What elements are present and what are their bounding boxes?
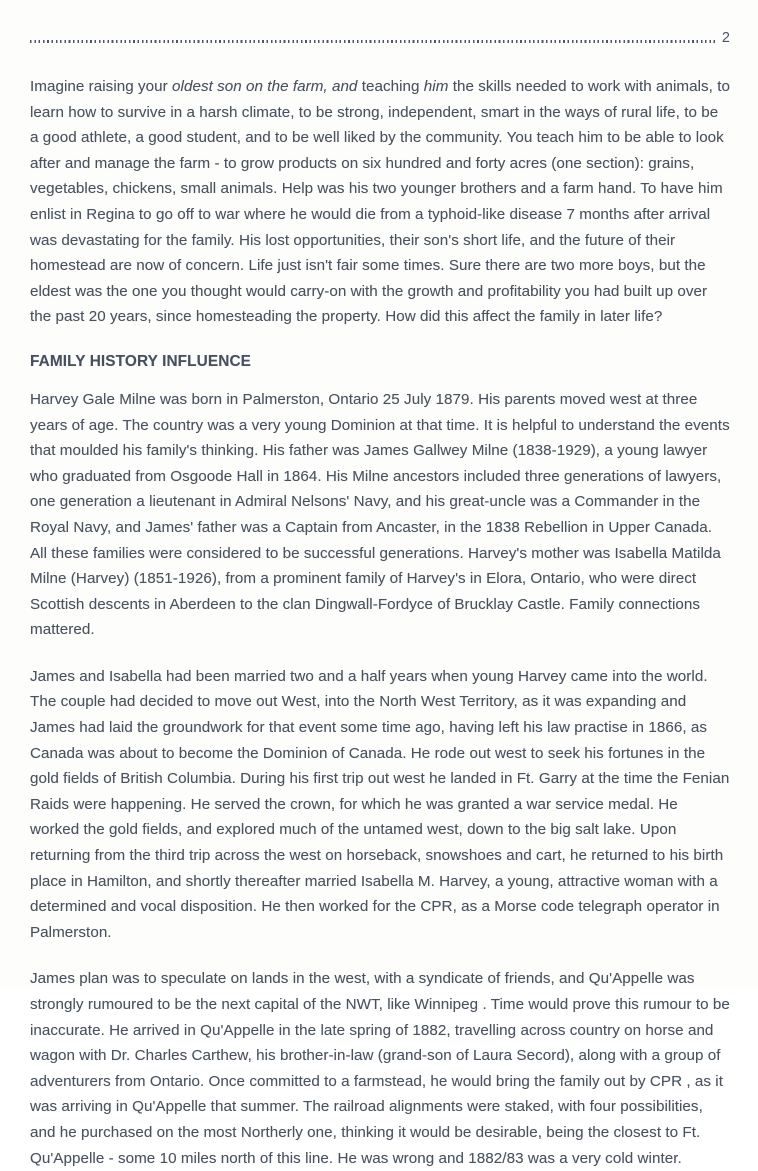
page-number: 2 [721,30,730,46]
paragraph-james-plan: James plan was to speculate on lands in the west, with a syndicate of friends, and Qu'Appelle was strongly rumoured to be the next capital of the NWT, like Winnipeg . Time would prove this rumour to be inaccurate. He arrived in Qu'Appelle in the late spring of 1882, travelling across country on horse and wagon with Dr. Charles Carthew, his brother-in-law (grand-son of Laura Secord), along with a group of adventurers from Ontario. Once committed to a farmstead, he would bring the family out by CPR , as it was arriving in Qu'Appelle that summer. The railroad alignments were staked, with four possibilities, and he purchased on the most Northerly one, thinking it would be desirable, being the closest to Ft. Qu'Appelle - some 10 miles north of this line. He was wrong and 1882/83 was a very cold winter. [30,970,730,1167]
section-heading: FAMILY HISTORY INFLUENCE [30,352,252,370]
paragraph-family-history: Harvey Gale Milne was born in Palmerston, Ontario 25 July 1879. His parents moved west at three years of age. The country was a very young Dominion at that time. It is helpful to understand the events that moulded his family's thinking. His father was James Gallwey Milne (1838-1929), a young lawyer who graduated from Osgoode Hall in 1864. His Milne ancestors included three generations of lawyers, one generation a lieutenant in Admiral Nelsons' Navy, and his great-uncle was a Commander in the Royal Navy, and James' father was a Captain from Ancaster, in the 1838 Rebellion in Upper Canada. All these families were considered to be successful generations. Harvey's mother was Isabella Matilda Milne (Harvey) (1851-1926), from a prominent family of Harvey's in Elora, Ontario, who were direct Scottish descents in Aberdeen to the clan Dingwall-Fordyce of Brucklay Castle. Family connections mattered. [30,390,730,639]
toc-leader-row [30,26,730,46]
paragraph-james-isabella: James and Isabella had been married two and a half years when young Harvey came into the world. The couple had decided to move out West, into the North West Territory, as it was expanding and James had laid the groundwork for that event some time ago, having left his law practise in 1866, as Canada was about to become the Dominion of Canada. He rode out west to seek his fortunes in the gold fields of British Columbia. During his first trip out west he landed in Ft. Garry at the time the Fenian Raids were happening. He served the crown, for which he was granted a war service medal. He worked the gold fields, and explored much of the untamed west, down to the big salt lake. Upon returning from the third trip across the west on horseback, snowshoes and cart, he returned to his birth place in Hamilton, and shortly thereafter married Isabella M. Harvey, a young, attractive woman with a determined and vocal disposition. He then worked for the CPR, as a Morse code telegraph operator in Palmerston. [30,667,730,941]
intro-paragraph: Imagine raising your oldest son on the farm, and teaching him the skills needed to work with animals, to learn how to survive in a harsh climate, to be strong, independent, smart in the ways of rural life, to be a good athlete, a good student, and to be well liked by the community. You teach him to be able to look after and manage the farm - to grow products on six hundred and forty acres (one section): grains, vegetables, chickens, small animals. Help was his two younger brothers and a farm hand. To have him enlist in Regina to go off to war where he would die from a typhoid-like disease 7 months after arrival was devastating for the family. His lost opportunities, their son's short life, and the future of their homestead are now of concern. Life just isn't fair some times. Sure there are two more boys, but the eldest was the one you thought would carry-on with the growth and profitability you had built up over the past 20 years, since homesteading the property. How did this affect the family in later life? [30,78,730,326]
toc-leader-dots [30,40,715,43]
document-body [30,74,730,1171]
